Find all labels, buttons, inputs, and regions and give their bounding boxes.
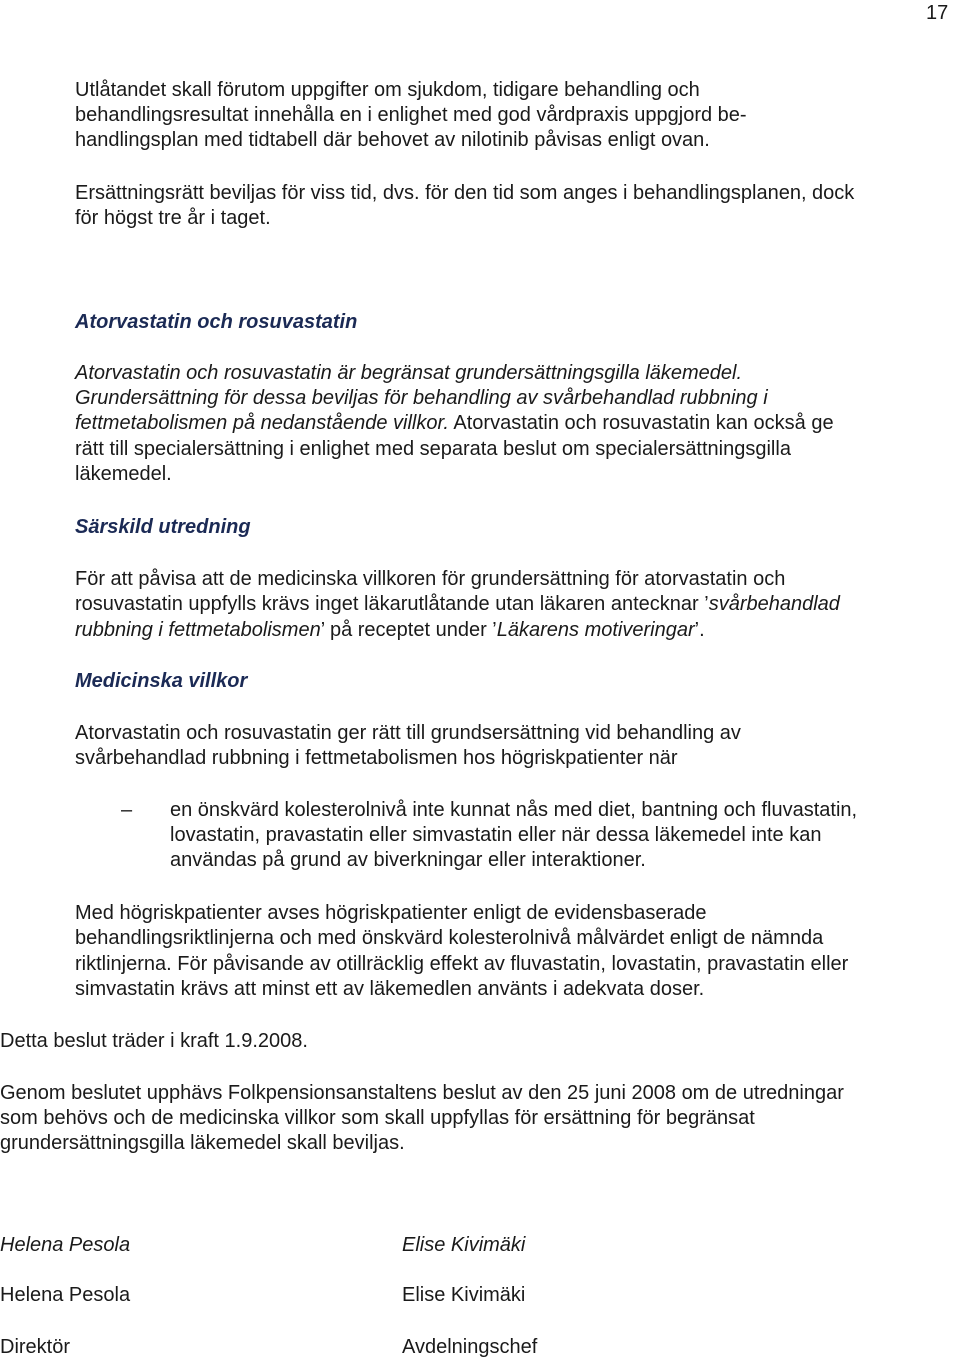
para6-line4: simvastatin krävs att minst ett av läkemedlen använts i adekvata doser.: [75, 978, 705, 1000]
para4-line2-plain: rosuvastatin uppfylls krävs inget läkarutlåtande utan läkaren antecknar ’: [75, 593, 709, 615]
signatory-left-title: Direktör: [0, 1336, 71, 1358]
bullet-dash: –: [121, 799, 133, 821]
signatory-left-name: Helena Pesola: [0, 1284, 131, 1306]
signatory-right-name: Elise Kivimäki: [402, 1284, 526, 1306]
para1-line2: behandlingsresultat innehålla en i enlighet med god vårdpraxis uppgjord be-: [75, 104, 747, 126]
para6-line2: behandlingsriktlinjerna och med önskvärd kolesterolnivå målvärdet enligt de nämnda: [75, 927, 824, 949]
heading-atorvastatin: Atorvastatin och rosuvastatin: [75, 311, 358, 333]
bullet-line2: lovastatin, pravastatin eller simvastatin eller när dessa läkemedel inte kan: [170, 824, 822, 846]
signature-right: Elise Kivimäki: [402, 1234, 526, 1256]
para3-line2: Grundersättning för dessa beviljas för behandling av svårbehandlad rubbning i: [75, 387, 768, 409]
para8-line2: som behövs och de medicinska villkor som skall uppfyllas för ersättning för begränsat: [0, 1107, 755, 1129]
signatory-right-title: Avdelningschef: [402, 1336, 538, 1358]
para6-line3: riktlinjerna. För påvisande av otillräcklig effekt av fluvastatin, lovastatin, pravastatin eller: [75, 953, 849, 975]
bullet-line3: användas på grund av biverkningar eller interaktioner.: [170, 849, 646, 871]
para4-line3: [75, 618, 705, 643]
para4-line3-italic-b: Läkarens motiveringar: [496, 619, 695, 641]
para5-line2: svårbehandlad rubbning i fettmetabolismen hos högriskpatienter när: [75, 747, 678, 769]
para4-line1: För att påvisa att de medicinska villkoren för grundersättning för atorvastatin och: [75, 568, 786, 590]
para4-line3-plain-b: ’.: [694, 619, 705, 641]
para3-line1: Atorvastatin och rosuvastatin är begränsat grundersättningsgilla läkemedel.: [75, 362, 743, 384]
para1-line3: handlingsplan med tidtabell där behovet av nilotinib påvisas enligt ovan.: [75, 129, 710, 151]
para3-line5: läkemedel.: [75, 463, 172, 485]
para4-line2-italic: svårbehandlad: [708, 593, 840, 615]
para3-line4: rätt till specialersättning i enlighet med separata beslut om specialersättningsgilla: [75, 438, 791, 460]
para2-line1: Ersättningsrätt beviljas för viss tid, dvs. för den tid som anges i behandlingsplanen, dock: [75, 182, 855, 204]
para6-line1: Med högriskpatienter avses högriskpatienter enligt de evidensbaserade: [75, 902, 707, 924]
page-number: 17: [926, 2, 949, 24]
bullet-line1: en önskvärd kolesterolnivå inte kunnat nås med diet, bantning och fluvastatin,: [170, 799, 858, 821]
para4-line3-italic-a: rubbning i fettmetabolismen: [75, 619, 321, 641]
para4-line2: [75, 592, 840, 617]
para8-line1: Genom beslutet upphävs Folkpensionsanstaltens beslut av den 25 juni 2008 om de utredningar: [0, 1082, 844, 1104]
para1-line1: Utlåtandet skall förutom uppgifter om sjukdom, tidigare behandling och: [75, 79, 700, 101]
para4-line3-plain-a: ’ på receptet under ’: [320, 619, 497, 641]
signature-left: Helena Pesola: [0, 1234, 131, 1256]
para5-line1: Atorvastatin och rosuvastatin ger rätt till grundsersättning vid behandling av: [75, 722, 741, 744]
para3-line3-italic: fettmetabolismen på nedanstående villkor.: [75, 412, 449, 434]
para8-line3: grundersättningsgilla läkemedel skall beviljas.: [0, 1132, 405, 1154]
heading-medicinska-villkor: Medicinska villkor: [75, 670, 248, 692]
heading-sarskild-utredning: Särskild utredning: [75, 516, 251, 538]
effective-date: Detta beslut träder i kraft 1.9.2008.: [0, 1030, 308, 1052]
para3-line3-plain: Atorvastatin och rosuvastatin kan också ge: [448, 412, 834, 434]
para2-line2: för högst tre år i taget.: [75, 207, 271, 229]
para3-line3: [75, 411, 834, 436]
